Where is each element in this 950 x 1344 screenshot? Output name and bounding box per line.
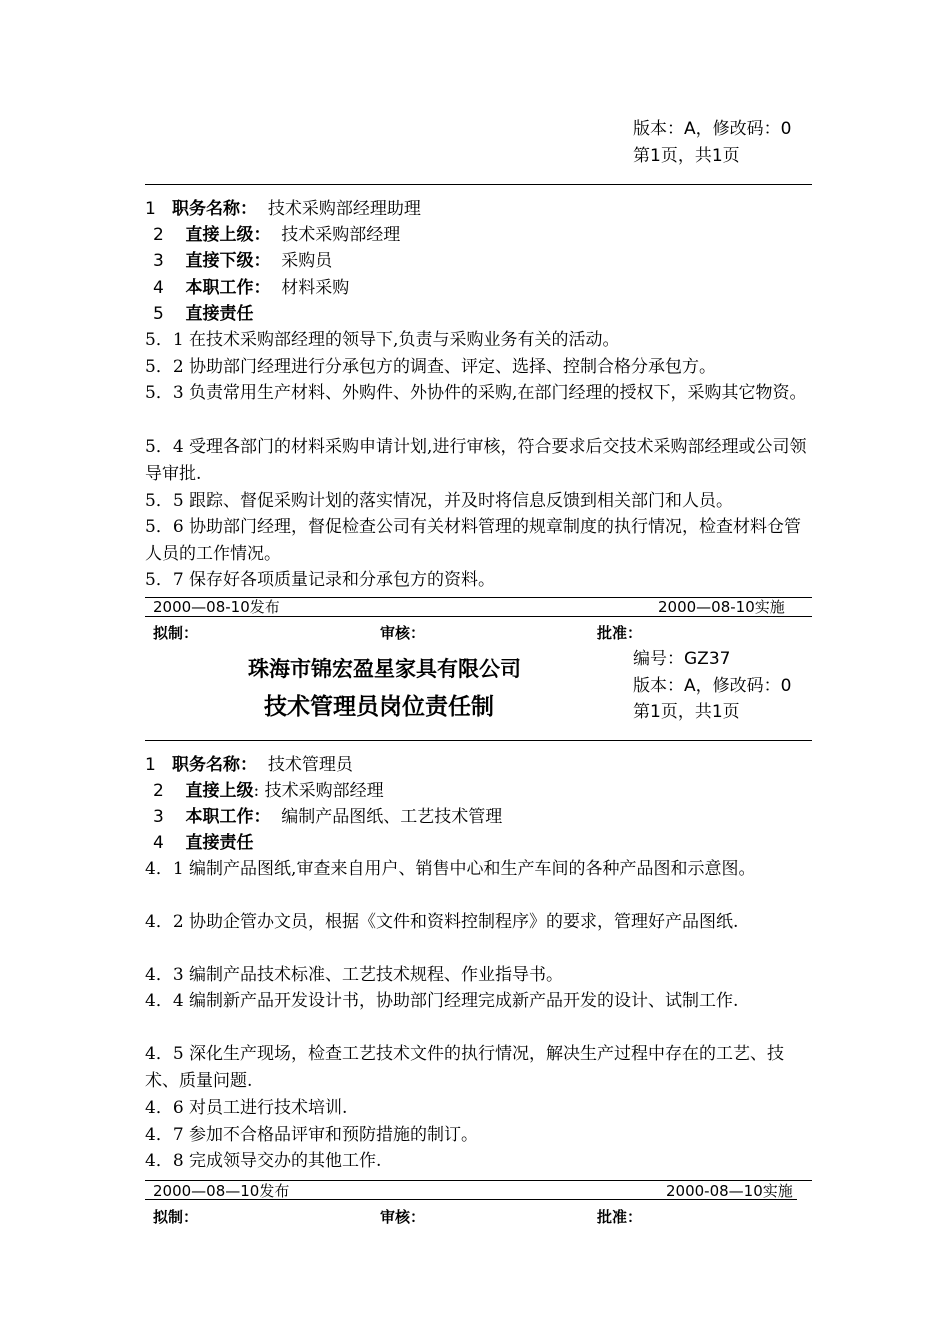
doc2-footer-issued: 2000—08—10发布	[153, 1182, 290, 1200]
doc1-footer-effective: 2000—08-10实施	[658, 598, 785, 616]
doc2-header-code: 编号：GZ37	[633, 649, 731, 669]
doc1-item-5-5: 5．5 跟踪、督促采购计划的落实情况，并及时将信息反馈到相关部门和人员。	[145, 491, 734, 511]
doc1-footer-approved: 批准：	[597, 624, 643, 642]
field-num: 1	[145, 199, 156, 219]
doc2-field-4	[153, 832, 253, 854]
doc1-item-5-1: 5．1 在技术采购部经理的领导下,负责与采购业务有关的活动。	[145, 330, 620, 350]
doc1-header-version: 版本：A，修改码：0	[633, 119, 792, 139]
field-value: 采购员	[281, 251, 333, 271]
field-num: 1	[145, 755, 156, 775]
field-label: 直接责任	[185, 304, 254, 324]
doc1-item-5-7: 5．7 保存好各项质量记录和分承包方的资料。	[145, 570, 496, 590]
doc1-footer-reviewed: 审核：	[380, 624, 426, 642]
doc2-footer-reviewed: 审核：	[380, 1208, 426, 1226]
field-num: 2	[153, 781, 164, 801]
field-value: 技术采购部经理助理	[267, 199, 421, 219]
doc1-footer-drafted: 拟制：	[153, 624, 199, 642]
doc2-header-page: 第1页，共1页	[633, 702, 740, 722]
doc1-field-2	[153, 224, 400, 246]
field-num: 4	[153, 278, 164, 298]
doc2-item-4-2: 4．2 协助企管办文员，根据《文件和资料控制程序》的要求，管理好产品图纸.	[145, 912, 739, 932]
field-label: 直接上级	[185, 781, 254, 801]
doc2-field-2	[153, 780, 384, 802]
field-value: 编制产品图纸、工艺技术管理	[281, 807, 503, 827]
field-label: 职务名称：	[172, 199, 258, 219]
doc1-field-4	[153, 277, 349, 299]
doc1-item-5-3: 5．3 负责常用生产材料、外购件、外协件的采购,在部门经理的授权下，采购其它物资。	[145, 383, 807, 403]
field-num: 5	[153, 304, 164, 324]
doc1-item-5-6: 5．6 协助部门经理，督促检查公司有关材料管理的规章制度的执行情况，检查材料仓管人员的工作情况。	[145, 517, 802, 564]
doc2-footer-approved: 批准：	[597, 1208, 643, 1226]
field-label: 直接上级：	[185, 225, 271, 245]
field-label: 职务名称：	[172, 755, 258, 775]
doc1-footer-issued: 2000—08-10发布	[153, 598, 280, 616]
field-value: 技术采购部经理	[281, 225, 401, 245]
field-num: 3	[153, 807, 164, 827]
doc2-item-4-8: 4．8 完成领导交办的其他工作.	[145, 1151, 382, 1171]
doc2-field-1	[145, 754, 353, 776]
doc1-header-rule	[145, 184, 812, 185]
doc2-item-4-7: 4．7 参加不合格品评审和预防措施的制订。	[145, 1125, 479, 1145]
doc2-footer-effective: 2000-08—10实施	[666, 1182, 793, 1200]
field-value: 材料采购	[281, 278, 350, 298]
field-num: 4	[153, 833, 164, 853]
doc2-company-name: 珠海市锦宏盈星家具有限公司	[248, 657, 521, 681]
doc2-item-4-5: 4．5 深化生产现场，检查工艺技术文件的执行情况，解决生产过程中存在的工艺、技术、质量问题.	[145, 1044, 785, 1091]
doc2-item-4-3: 4．3 编制产品技术标准、工艺技术规程、作业指导书。	[145, 965, 564, 985]
doc2-title: 技术管理员岗位责任制	[264, 694, 494, 720]
doc2-footer-rule-bottom	[145, 1199, 797, 1200]
doc2-item-4-4: 4．4 编制新产品开发设计书，协助部门经理完成新产品开发的设计、试制工作.	[145, 991, 739, 1011]
doc2-item-4-6: 4．6 对员工进行技术培训.	[145, 1098, 348, 1118]
doc2-item-4-1: 4．1 编制产品图纸,审查来自用户、销售中心和生产车间的各种产品图和示意图。	[145, 859, 756, 879]
field-label: 本职工作：	[185, 807, 271, 827]
doc2-header-rule	[145, 740, 812, 741]
field-num: 2	[153, 225, 164, 245]
field-value: 技术管理员	[267, 755, 353, 775]
doc1-footer-rule-bottom	[145, 616, 812, 617]
doc2-field-3	[153, 806, 502, 828]
field-label: 直接下级：	[185, 251, 271, 271]
doc1-field-1	[145, 198, 421, 220]
field-label: 本职工作：	[185, 278, 271, 298]
doc1-item-5-2: 5．2 协助部门经理进行分承包方的调查、评定、选择、控制合格分承包方。	[145, 357, 717, 377]
field-label: 直接责任	[185, 833, 254, 853]
doc2-header-version: 版本：A，修改码：0	[633, 676, 792, 696]
field-value: : 技术采购部经理	[253, 781, 384, 801]
doc1-item-5-4: 5．4 受理各部门的材料采购申请计划,进行审核，符合要求后交技术采购部经理或公司领导审批.	[145, 437, 807, 484]
field-num: 3	[153, 251, 164, 271]
doc2-footer-drafted: 拟制：	[153, 1208, 199, 1226]
doc1-header-page: 第1页，共1页	[633, 146, 740, 166]
doc1-field-5	[153, 303, 253, 325]
doc1-field-3	[153, 250, 332, 272]
